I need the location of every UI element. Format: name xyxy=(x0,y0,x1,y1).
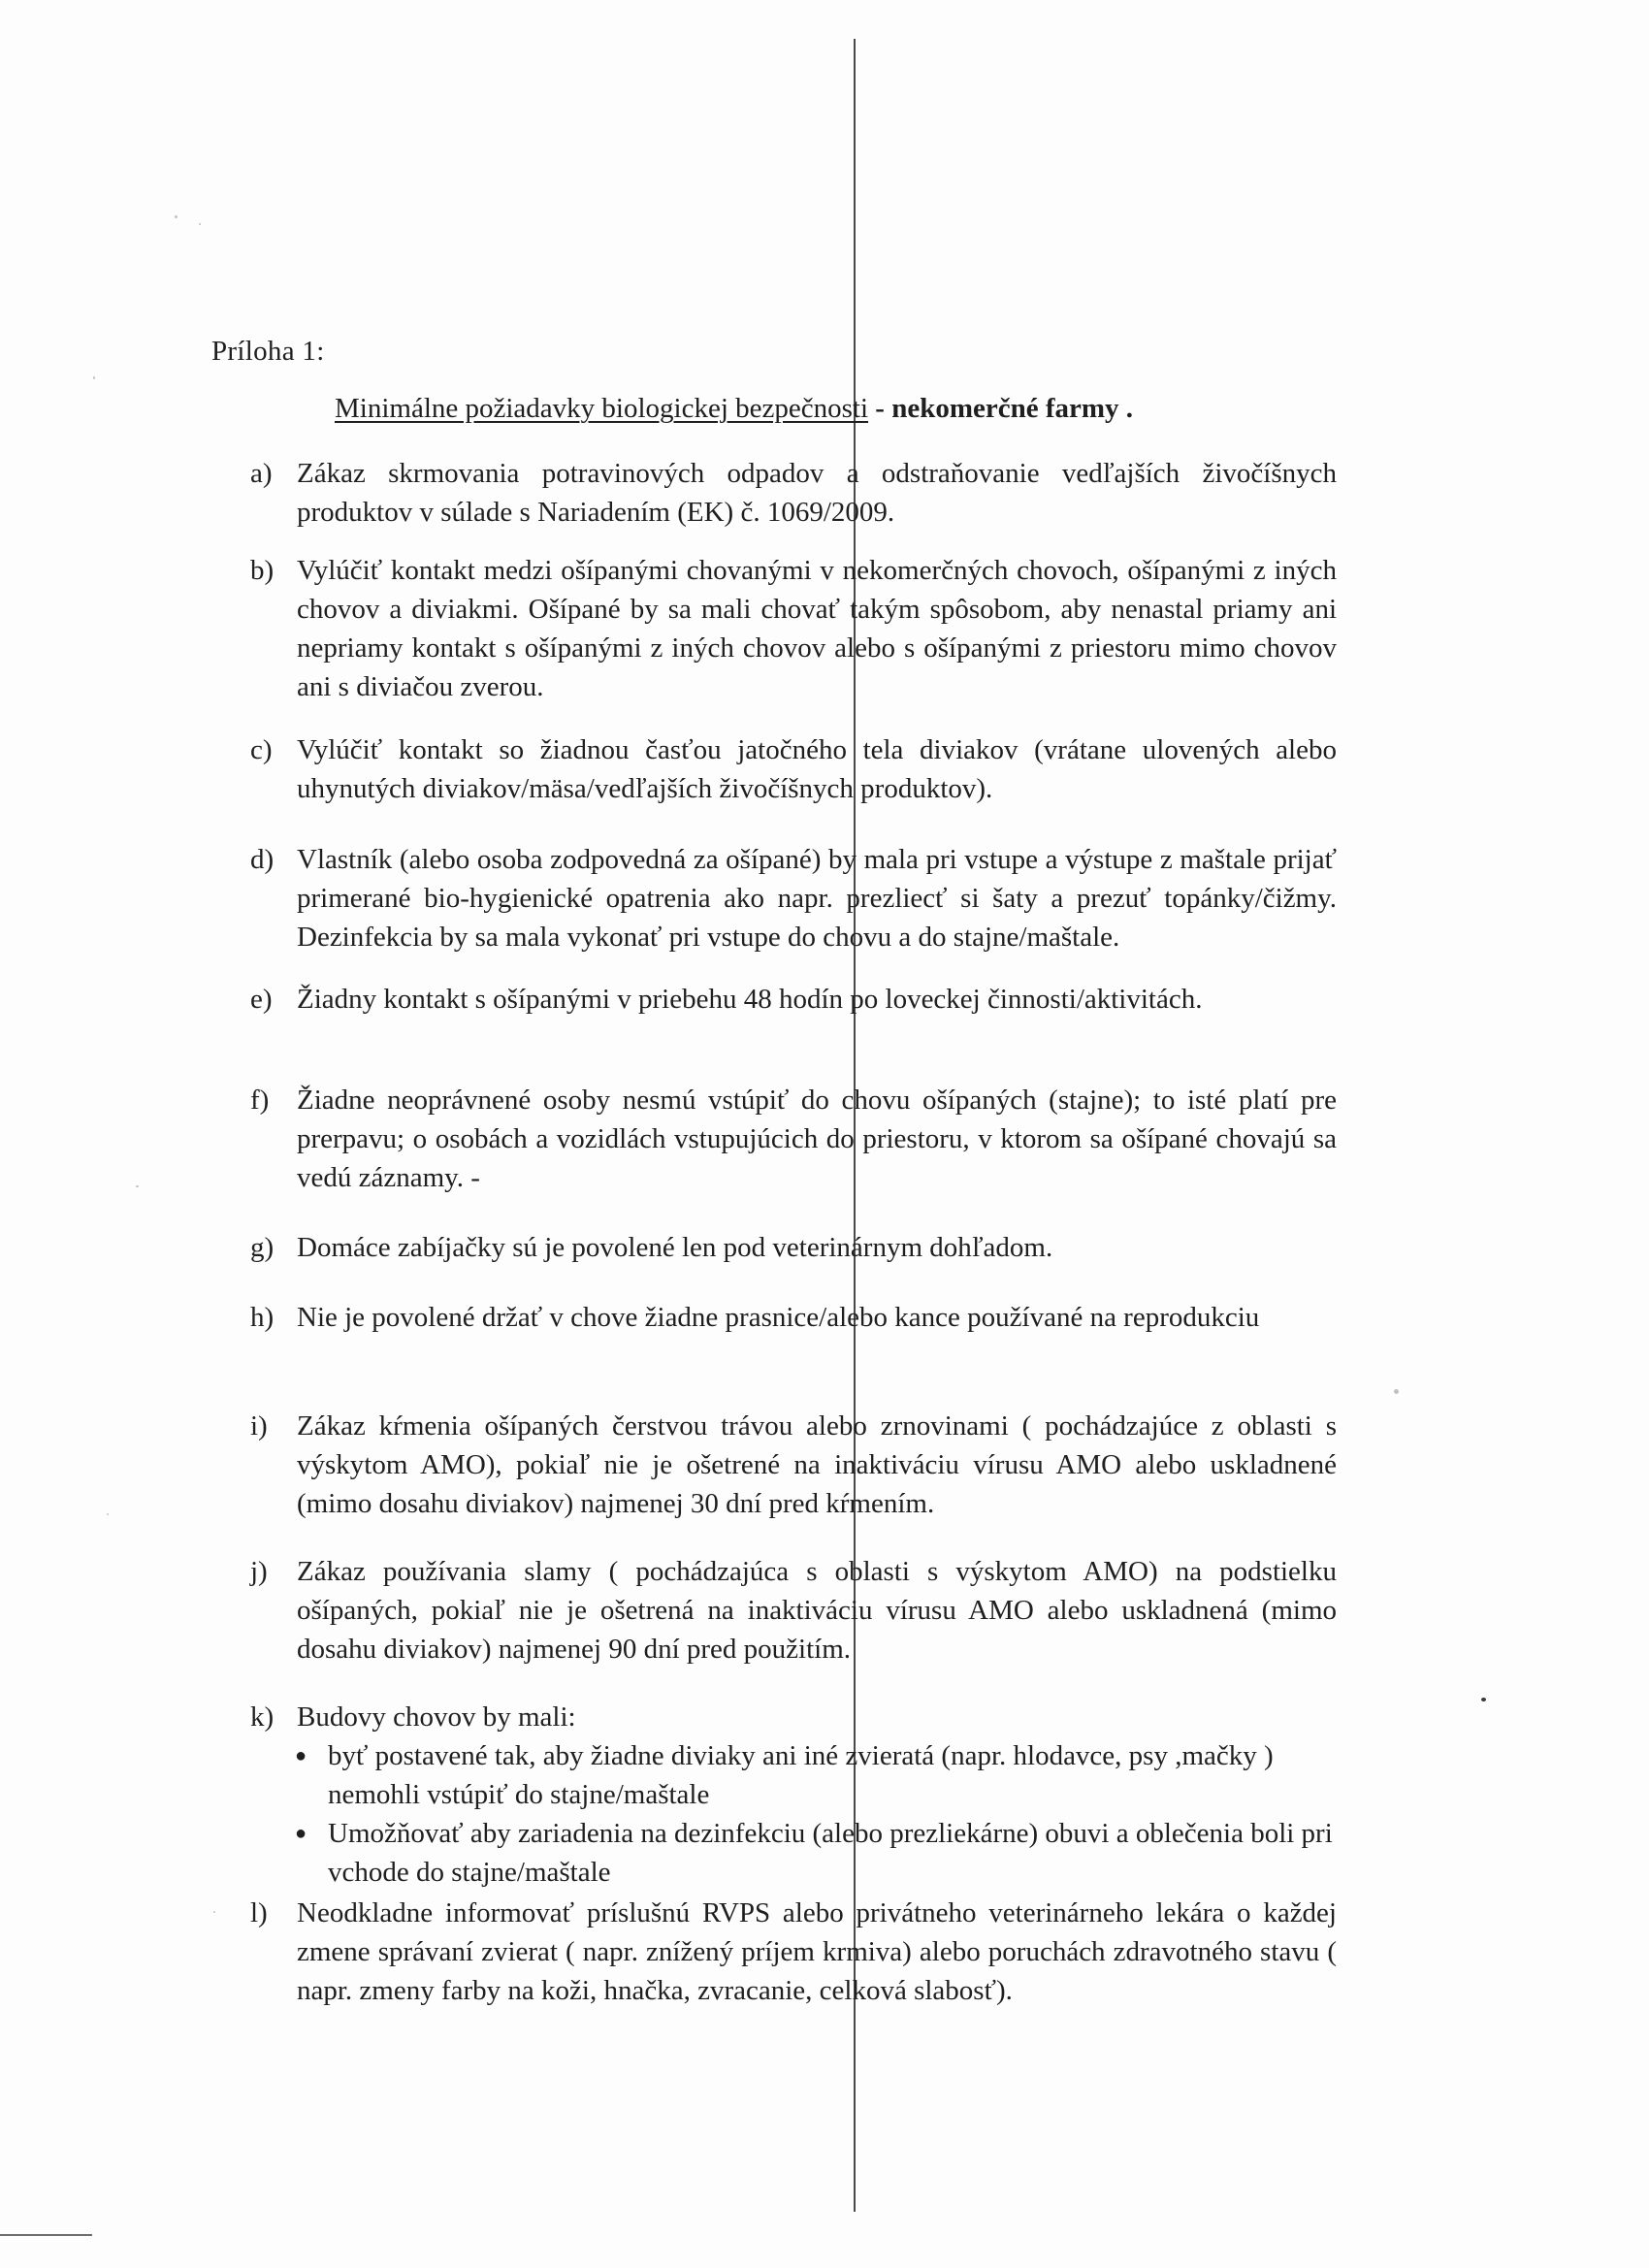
title-suffix: - nekomerčné farmy . xyxy=(868,393,1134,424)
item-letter: i) xyxy=(250,1410,268,1442)
item-letter: j) xyxy=(250,1556,268,1587)
item-letter: g) xyxy=(250,1232,275,1263)
item-text: Vlastník (alebo osoba zodpovedná za ošípané) by mala pri vstupe a výstupe z maštale prijať primerané bio-hygienické opatrenia ako napr. prezliecť si šaty a prezuť topánky/čižmy. Dezinfekcia by sa mala vykonať pri vstupe do chovu a do stajne/maštale. xyxy=(297,844,1337,953)
item-text: Nie je povolené držať v chove žiadne prasnice/alebo kance používané na reprodukciu xyxy=(297,1302,1260,1333)
bullet-icon: ● xyxy=(295,1745,307,1766)
item-letter: h) xyxy=(250,1302,275,1333)
list-item-f xyxy=(250,1081,1337,1197)
list-item-e xyxy=(250,980,1337,1019)
list-item-i xyxy=(250,1407,1337,1523)
annex-label: Príloha 1: xyxy=(211,336,325,367)
item-letter: d) xyxy=(250,844,275,875)
bullet-icon: ● xyxy=(295,1823,307,1844)
scan-speck xyxy=(199,223,201,225)
list-item-c xyxy=(250,730,1337,808)
sub-item-text: Umožňovať aby zariadenia na dezinfekciu (alebo prezliekárne) obuvi a oblečenia boli pri vchode do stajne/maštale xyxy=(328,1818,1333,1888)
item-text: Zákaz používania slamy ( pochádzajúca s oblasti s výskytom AMO) na podstielku ošípaných, pokiaľ nie je ošetrená na inaktiváciu vírusu AMO alebo uskladnená (mimo dosahu diviakov) najmenej 90 dní pred použitím. xyxy=(297,1556,1337,1665)
list-item-d xyxy=(250,840,1337,956)
sub-list-item xyxy=(250,1814,1337,1892)
item-letter: e) xyxy=(250,984,273,1015)
scan-speck xyxy=(175,215,178,218)
item-text: Vylúčiť kontakt so žiadnou časťou jatočného tela diviakov (vrátane ulovených alebo uhynutých diviakov/mäsa/vedľajších živočíšnych produktov). xyxy=(297,734,1337,804)
sub-item-text: byť postavené tak, aby žiadne diviaky ani iné zvieratá (napr. hlodavce, psy ,mačky ) nemohli vstúpiť do stajne/maštale xyxy=(328,1740,1274,1810)
scan-speck xyxy=(1394,1389,1399,1394)
item-text: Zákaz kŕmenia ošípaných čerstvou trávou alebo zrnovinami ( pochádzajúce z oblasti s výskytom AMO), pokiaľ nie je ošetrené na inaktiváciu vírusu AMO alebo uskladnené (mimo dosahu diviakov) najmenej 30 dní pred kŕmením. xyxy=(297,1410,1337,1519)
item-letter: b) xyxy=(250,555,275,586)
item-letter: f) xyxy=(250,1085,270,1116)
list-item-j xyxy=(250,1552,1337,1669)
title-main: Minimálne požiadavky biologickej bezpečnosti xyxy=(335,393,869,424)
item-letter: c) xyxy=(250,734,273,765)
list-item-g xyxy=(250,1228,1337,1267)
list-item-h xyxy=(250,1298,1337,1337)
scan-speck xyxy=(1481,1698,1486,1701)
list-item-b xyxy=(250,551,1337,706)
list-item-a xyxy=(250,454,1337,532)
page-edge-mark xyxy=(0,2234,92,2236)
item-text: Žiadne neoprávnené osoby nesmú vstúpiť do chovu ošípaných (stajne); to isté platí pre prerpavu; o osobách a vozidlách vstupujúcich do priestoru, v ktorom sa ošípané chovajú sa vedú záznamy. - xyxy=(297,1085,1337,1193)
item-letter: l) xyxy=(250,1897,268,1928)
scan-speck xyxy=(93,376,95,379)
sub-list-item xyxy=(250,1736,1337,1814)
scan-speck xyxy=(136,1185,139,1187)
list-item-l xyxy=(250,1894,1337,2010)
item-text: Neodkladne informovať príslušnú RVPS alebo privátneho veterinárneho lekára o každej zmene správaní zvierat ( napr. znížený príjem krmiva) alebo poruchách zdravotného stavu ( napr. zmeny farby na koži, hnačka, zvracanie, celková slabosť). xyxy=(297,1897,1337,2006)
item-text: Vylúčiť kontakt medzi ošípanými chovanými v nekomerčných chovoch, ošípanými z iných chovov a diviakmi. Ošípané by sa mali chovať takým spôsobom, aby nenastal priamy ani nepriamy kontakt s ošípanými z iných chovov alebo s ošípanými z priestoru mimo chovov ani s diviačou zverou. xyxy=(297,555,1337,702)
sub-list xyxy=(250,1736,1337,1892)
item-text: Budovy chovov by mali: xyxy=(297,1701,576,1733)
item-letter: k) xyxy=(250,1701,275,1733)
item-text: Domáce zabíjačky sú je povolené len pod veterinárnym dohľadom. xyxy=(297,1232,1053,1263)
list-item-k xyxy=(250,1698,1337,1892)
item-letter: a) xyxy=(250,458,273,489)
scan-speck xyxy=(107,1513,109,1515)
item-text: Zákaz skrmovania potravinových odpadov a odstraňovanie vedľajších živočíšnych produktov v súlade s Nariadením (EK) č. 1069/2009. xyxy=(297,458,1337,528)
item-text: Žiadny kontakt s ošípanými v priebehu 48 hodín po loveckej činnosti/aktivitách. xyxy=(297,984,1203,1015)
scan-speck xyxy=(213,1911,215,1913)
document-title xyxy=(335,393,1133,425)
